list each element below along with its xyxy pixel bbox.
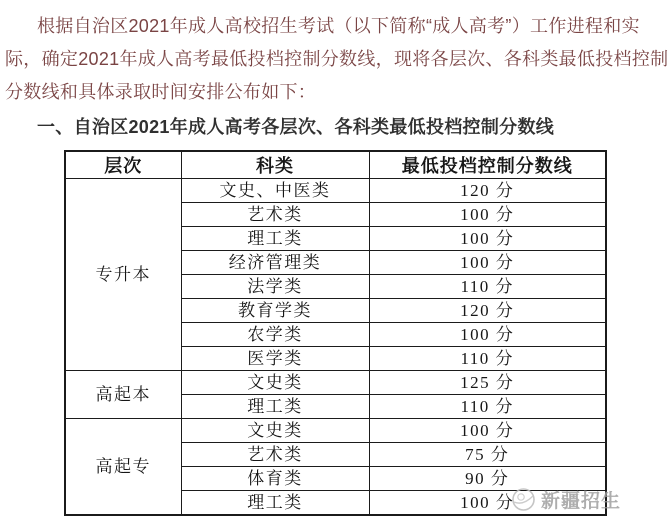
score-cell: 100 分 (369, 491, 606, 516)
category-cell: 艺术类 (181, 443, 369, 467)
category-cell: 教育学类 (181, 299, 369, 323)
category-cell: 文史类 (181, 371, 369, 395)
score-cell: 75 分 (369, 443, 606, 467)
score-cell: 125 分 (369, 371, 606, 395)
col-header-category: 科类 (181, 151, 369, 179)
intro-paragraph (0, 0, 668, 109)
intro-line: 根据自治区2021年成人高校招生考试（以下简称“成人高考”）工作进程和实 (37, 16, 640, 36)
score-cell: 120 分 (369, 299, 606, 323)
score-cell: 100 分 (369, 323, 606, 347)
col-header-level: 层次 (65, 151, 181, 179)
watermark-label: 新疆招生 (541, 491, 622, 512)
category-cell: 农学类 (181, 323, 369, 347)
score-cell: 100 分 (369, 251, 606, 275)
score-cell: 120 分 (369, 179, 606, 203)
table-row (65, 179, 606, 203)
score-cell: 100 分 (369, 419, 606, 443)
score-cell: 110 分 (369, 275, 606, 299)
table-row (65, 371, 606, 395)
category-cell: 理工类 (181, 491, 369, 516)
category-cell: 文史类 (181, 419, 369, 443)
score-cell: 110 分 (369, 395, 606, 419)
category-cell: 理工类 (181, 395, 369, 419)
globe-logo-icon (511, 487, 536, 512)
category-cell: 法学类 (181, 275, 369, 299)
table-row (65, 419, 606, 443)
category-cell: 艺术类 (181, 203, 369, 227)
level-cell: 专升本 (65, 179, 181, 371)
col-header-score: 最低投档控制分数线 (369, 151, 606, 179)
category-cell: 文史、中医类 (181, 179, 369, 203)
score-cell: 110 分 (369, 347, 606, 371)
category-cell: 经济管理类 (181, 251, 369, 275)
scores-table (64, 150, 607, 516)
category-cell: 体育类 (181, 467, 369, 491)
intro-line: 际，确定2021年成人高考最低投档控制分数线，现将各层次、各科类最低投档控制 (5, 49, 668, 69)
watermark (511, 486, 621, 513)
section-heading: 一、自治区2021年成人高考各层次、各科类最低投档控制分数线 (37, 117, 555, 137)
level-cell: 高起本 (65, 371, 181, 419)
table-header-row (65, 151, 606, 179)
category-cell: 医学类 (181, 347, 369, 371)
level-cell: 高起专 (65, 419, 181, 516)
intro-line: 分数线和具体录取时间安排公布如下： (5, 82, 317, 102)
score-cell: 100 分 (369, 227, 606, 251)
category-cell: 理工类 (181, 227, 369, 251)
score-cell: 90 分 (369, 467, 606, 491)
score-cell: 100 分 (369, 203, 606, 227)
